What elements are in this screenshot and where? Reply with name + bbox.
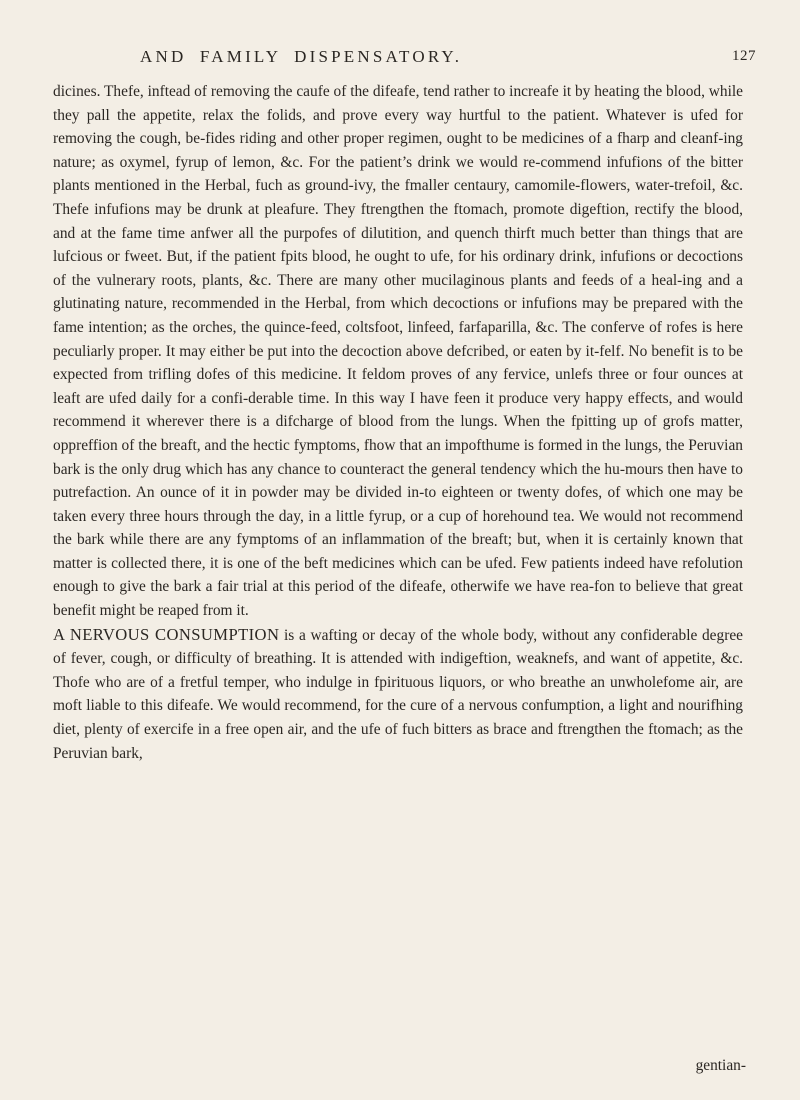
body-text	[53, 80, 743, 765]
running-title: AND FAMILY DISPENSATORY.	[140, 47, 463, 66]
paragraph-1	[53, 80, 743, 623]
paragraph-1-text: dicines. Thefe, inftead of removing the caufe of the difeafe, tend rather to increafe it by heating the blood, while they pall the appetite, relax the folids, and prove every way hurtful to the patient. Whatever is ufed for removing the cough, be-fides riding and other proper regimen, ought to be medicines of a fharp and cleanf-ing nature; as oxymel, fyrup of lemon, &c. For the patient’s drink we would re-commend infufions of the bitter plants mentioned in the Herbal, fuch as ground-ivy, the fmaller centaury, camomile-flowers, water-trefoil, &c. Thefe infufions may be drunk at pleafure. They ftrengthen the ftomach, promote digeftion, rectify the blood, and at the fame time anfwer all the purpofes of dilutition, and quench thirft much better than things that are lufcious or fweet. But, if the patient fpits blood, he ought to ufe, for his ordinary drink, infufions or decoctions of the vulnerary roots, plants, &c. There are many other mucilaginous plants and feeds of a heal-ing and a glutinating nature, recommended in the Herbal, from which decoctions or infufions may be prepared with the fame intention; as the orches, the quince-feed, coltsfoot, linfeed, farfaparilla, &c. The conferve of rofes is here peculiarly proper. It may either be put into the decoction above defcribed, or eaten by it-felf. No benefit is to be expected from trifling dofes of this medicine. It feldom proves of any fervice, unlefs three or four ounces at leaft are ufed daily for a confi-derable time. In this way I have feen it produce very happy effects, and would recommend it wherever there is a difcharge of blood from the lungs. When the fpitting up of grofs matter, oppreffion of the breaft, and the hectic fymptoms, fhow that an impofthume is formed in the lungs, the Peruvian bark is the only drug which has any chance to counteract the general tendency which the hu-mours then have to putrefaction. An ounce of it in powder may be divided in-to eighteen or twenty dofes, of which one may be taken every three hours through the day, in a little fyrup, or a cup of horehound tea. We would not recommend the bark while there are any fymptoms of an inflammation of the breaft; but, when it is certainly known that matter is collected there, it is one of the beft medicines which can be ufed. Few patients indeed have refolution enough to give the bark a fair trial at this period of the difeafe, otherwife we have rea-fon to believe that great benefit might be reaped from it.	[53, 83, 743, 620]
catchword: gentian-	[695, 1057, 746, 1074]
paragraph-2	[53, 623, 743, 766]
paragraph-2-text: is a wafting or decay of the whole body, without any confiderable degree of fever, cough, or difficulty of breathing. It is attended with indigeftion, weaknefs, and want of appetite, &c. Thofe who are of a fretful temper, who indulge in fpirituous liquors, or who breathe an unwholefome air, are moft liable to this difeafe. We would recommend, for the cure of a nervous confumption, a light and nourifhing diet, plenty of exercife in a free open air, and the ufe of fuch bitters as brace and ftrengthen the ftomach; as the Peruvian bark,	[53, 626, 743, 762]
page-number: 127	[732, 48, 756, 64]
running-head	[140, 47, 756, 71]
section-heading: A NERVOUS CONSUMPTION	[53, 624, 280, 644]
